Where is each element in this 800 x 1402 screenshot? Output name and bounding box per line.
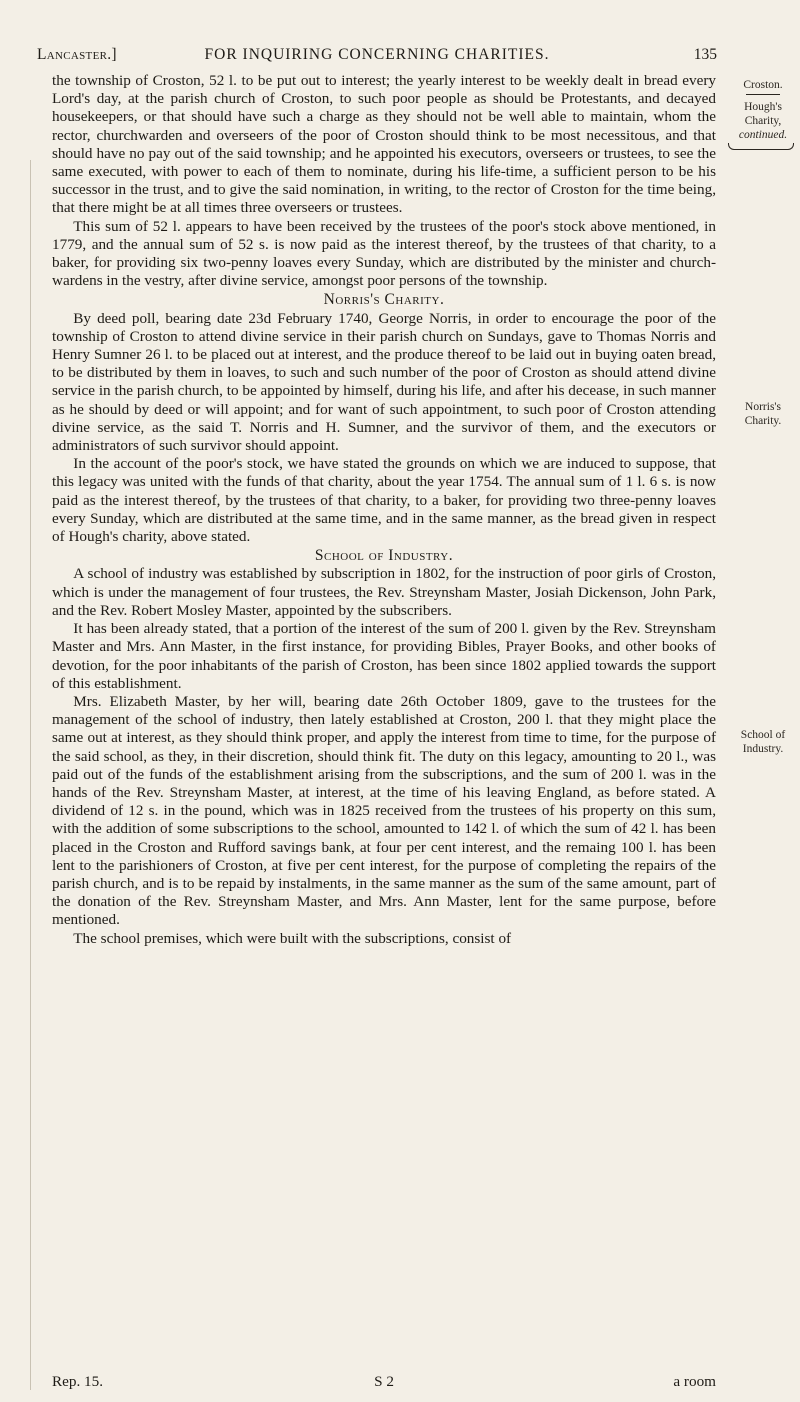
running-header (37, 46, 717, 66)
margin-houghs-charity: Hough's Charity, (744, 101, 782, 127)
margin-continued: continued. (738, 129, 788, 141)
margin-note-norris: Norris's Charity. (744, 401, 782, 427)
paragraph-elizabeth-master: Mrs. Elizabeth Master, by her will, bearing date 26th October 1809, gave to the trustees for the management of the school of industry, then lately established at Croston, 200 l. that they might place the same out at interest, as they should think proper, and apply the interest from time to time, for the purpose of the said school, as they, in their discretion, should think fit. The duty on this legacy, amounting to 20 l., was paid out of the funds of the establishment arising from the subscriptions, and the sum of 200 l. was in the hands of the Rev. Streynsham Master, at interest, at the time of his leaving England, as before stated. A dividend of 12 s. in the pound, which was in 1825 received from the trustees of his property on this sum, with the addition of some subscriptions to the school, amounted to 142 l. of which the sum of 42 l. has been placed in the Croston and Rufford savings bank, at four per cent interest, and the remaing 100 l. has been lent to the parishioners of Croston, at five per cent interest, for the purpose of completing the repairs of the parish church, and is to be repaid by instalments, in the same manner as the sum of the same amount, part of the donation of the Rev. Streynsham Master, and Mrs. Ann Master, lent for the same purpose, before mentioned. (52, 692, 716, 929)
footer-catchword: a room (673, 1373, 716, 1390)
paragraph-school-interest: It has been already stated, that a portion of the interest of the sum of 200 l. given by the Rev. Streynsham Master and Mrs. Ann Master, in the first instance, for providing Bibles, Prayer Books, and other books of devotion, for the poor inhabitants of the parish of Croston, has been since 1802 applied towards the support of this establishment. (52, 620, 716, 692)
page-footer (52, 1373, 716, 1391)
paragraph-school-established: A school of industry was established by subscription in 1802, for the instruction of poor girls of Croston, which is under the management of four trustees, the Rev. Streynsham Master, Josiah Dickenson, John Park, and the Rev. Robert Mosley Master, appointed by the subscribers. (52, 565, 716, 619)
page-number: 135 (693, 46, 717, 63)
paragraph-norris-account: In the account of the poor's stock, we have stated the grounds on which we are induced to suppose, that this legacy was united with the funds of that charity, about the year 1754. The annual sum of 1 l. 6 s. is now paid as the interest thereof, by the trustees of that charity, to a baker, for providing two three-penny loaves every Sunday, which are distributed at the same time, and in the same manner, as the bread given in respect of Hough's charity, above stated. (52, 455, 716, 546)
heading-school-of-industry: School of Industry. (314, 547, 454, 565)
margin-note-croston (726, 78, 800, 150)
paragraph-school-premises: The school premises, which were built with the subscriptions, consist of (73, 929, 512, 947)
header-title: FOR INQUIRING CONCERNING CHARITIES. (204, 46, 550, 63)
footer-signature: S 2 (374, 1373, 394, 1390)
margin-brace (728, 143, 794, 150)
main-text (52, 72, 716, 948)
heading-norris-charity: Norris's Charity. (323, 291, 445, 309)
paragraph-houghs-sum: This sum of 52 l. appears to have been received by the trustees of the poor's stock above mentioned, in 1779, and the annual sum of 52 s. is now paid as the interest thereof, by the trustees of that charity, to a baker, for providing six two-penny loaves every Sunday, which are distributed by the minister and church-wardens in the vestry, after divine service, amongst poor persons of the township. (52, 217, 716, 290)
paragraph-norris-deed: By deed poll, bearing date 23d February 1740, George Norris, in order to encourage the poor of the township of Croston to attend divine service in their parish church on Sundays, gave to Thomas Norris and Henry Sumner 26 l. to be placed out at interest, and the produce thereof to be laid out in buying oaten bread, to be distributed by them in loaves, to such and such number of the poor of Croston as should attend divine service in the parish church, to be appointed by himself, during his life, and after his decease, in such manner as he should by deed or will appoint; and for want of such appointment, to such poor of Croston attending divine service, as the said T. Norris and H. Sumner, and the survivor of them, and the executors or administrators of such survivor should appoint. (52, 309, 716, 455)
margin-croston-label: Croston. (743, 79, 783, 91)
page-edge-line (30, 160, 31, 1390)
paragraph-houghs-continued: the township of Croston, 52 l. to be put out to interest; the yearly interest to be weekly dealt in bread every Lord's day, at the parish church of Croston, to such poor people as should be Protestants, and decayed housekeepers, or that should have such a charge as they should not be well able to maintain, whom the rector, churchwarden and overseers of the poor of Croston should think to be most necessitous, and that should have no pay out of the said township; and he appointed his executors, overseers or trustees, to see the same executed, with power to each of them to nominate, during his life-time, a sufficient person to be his successor in the trust, and to give the said nomination, in writing, to the rector of Croston for the time being, that there might be at all times three overseers or trustees. (52, 72, 716, 217)
footer-report: Rep. 15. (52, 1373, 104, 1390)
header-county: Lancaster.] (37, 46, 117, 63)
margin-divider (746, 94, 780, 95)
margin-note-school: School of Industry. (740, 729, 786, 755)
